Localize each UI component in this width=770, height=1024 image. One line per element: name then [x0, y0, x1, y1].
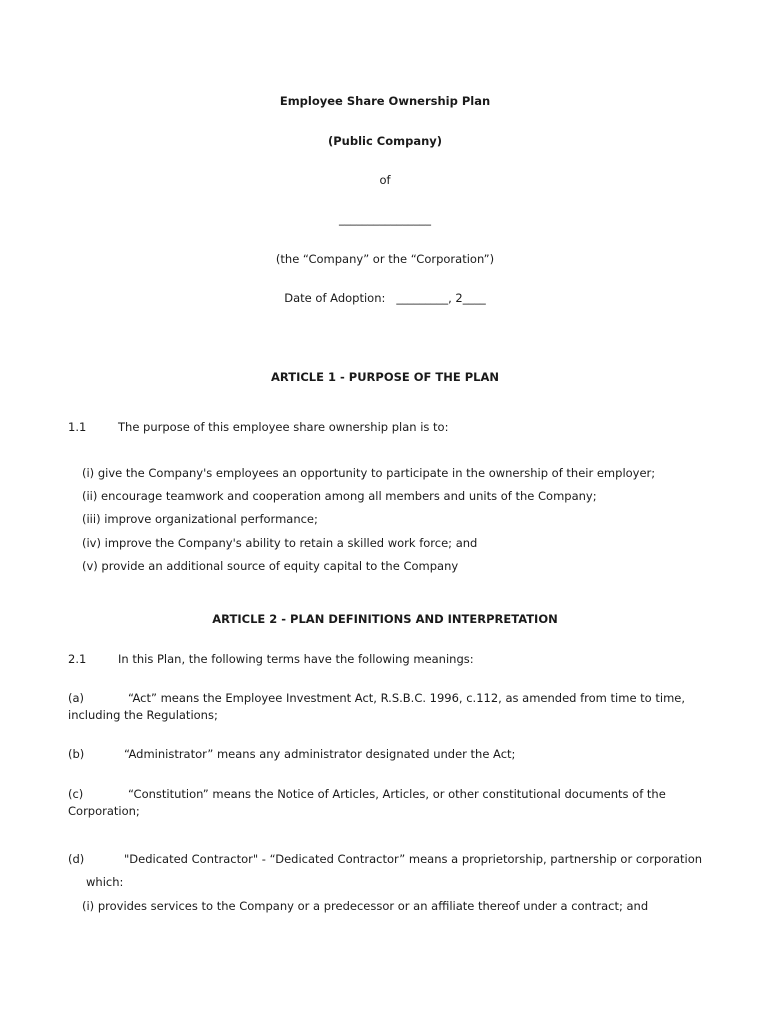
- article-1-heading: ARTICLE 1 - PURPOSE OF THE PLAN: [271, 370, 499, 384]
- section-1-1-text: The purpose of this employee share ownership plan is to:: [118, 420, 449, 434]
- definition-label: (d): [68, 852, 85, 866]
- document-title: Employee Share Ownership Plan: [279, 94, 491, 108]
- of-text: of: [379, 173, 391, 187]
- definition-text-continued: Corporation;: [68, 804, 140, 818]
- purpose-item: (iii) improve organizational performance;: [82, 512, 318, 526]
- section-1-1-number: 1.1: [68, 420, 87, 434]
- purpose-item: (v) provide an additional source of equity capital to the Company: [82, 559, 459, 573]
- date-label: Date of Adoption:: [284, 291, 386, 305]
- definition-text: "Dedicated Contractor" - “Dedicated Contractor” means a proprietorship, partnership or corporation: [124, 852, 703, 866]
- purpose-item: (i) give the Company's employees an opportunity to participate in the ownership of their employer;: [82, 466, 656, 480]
- purpose-item: (iv) improve the Company's ability to retain a skilled work force; and: [82, 536, 478, 550]
- definition-label: (b): [68, 747, 85, 761]
- section-2-1-text: In this Plan, the following terms have the following meanings:: [118, 652, 474, 666]
- document-subtitle: (Public Company): [327, 134, 443, 148]
- definition-text: “Act” means the Employee Investment Act, R.S.B.C. 1996, c.112, as amended from time to time,: [128, 691, 686, 705]
- purpose-item: (ii) encourage teamwork and cooperation among all members and units of the Company;: [82, 489, 597, 503]
- definition-text-continued: which:: [86, 875, 124, 889]
- date-blank: _________, 2____: [396, 291, 486, 305]
- date-of-adoption: [0, 291, 770, 305]
- section-2-1-number: 2.1: [68, 652, 87, 666]
- company-definition: (the “Company” or the “Corporation”): [275, 252, 495, 266]
- definition-sub-item: (i) provides services to the Company or a predecessor or an affiliate thereof under a contract; and: [82, 899, 649, 913]
- definition-label: (a): [68, 691, 85, 705]
- article-2-heading: ARTICLE 2 - PLAN DEFINITIONS AND INTERPRETATION: [212, 612, 558, 626]
- definition-text-continued: including the Regulations;: [68, 708, 218, 722]
- definition-text: “Administrator” means any administrator designated under the Act;: [124, 747, 516, 761]
- company-name-blank: ________________: [339, 212, 431, 226]
- definition-label: (c): [68, 787, 84, 801]
- definition-text: “Constitution” means the Notice of Articles, Articles, or other constitutional documents of the: [128, 787, 666, 801]
